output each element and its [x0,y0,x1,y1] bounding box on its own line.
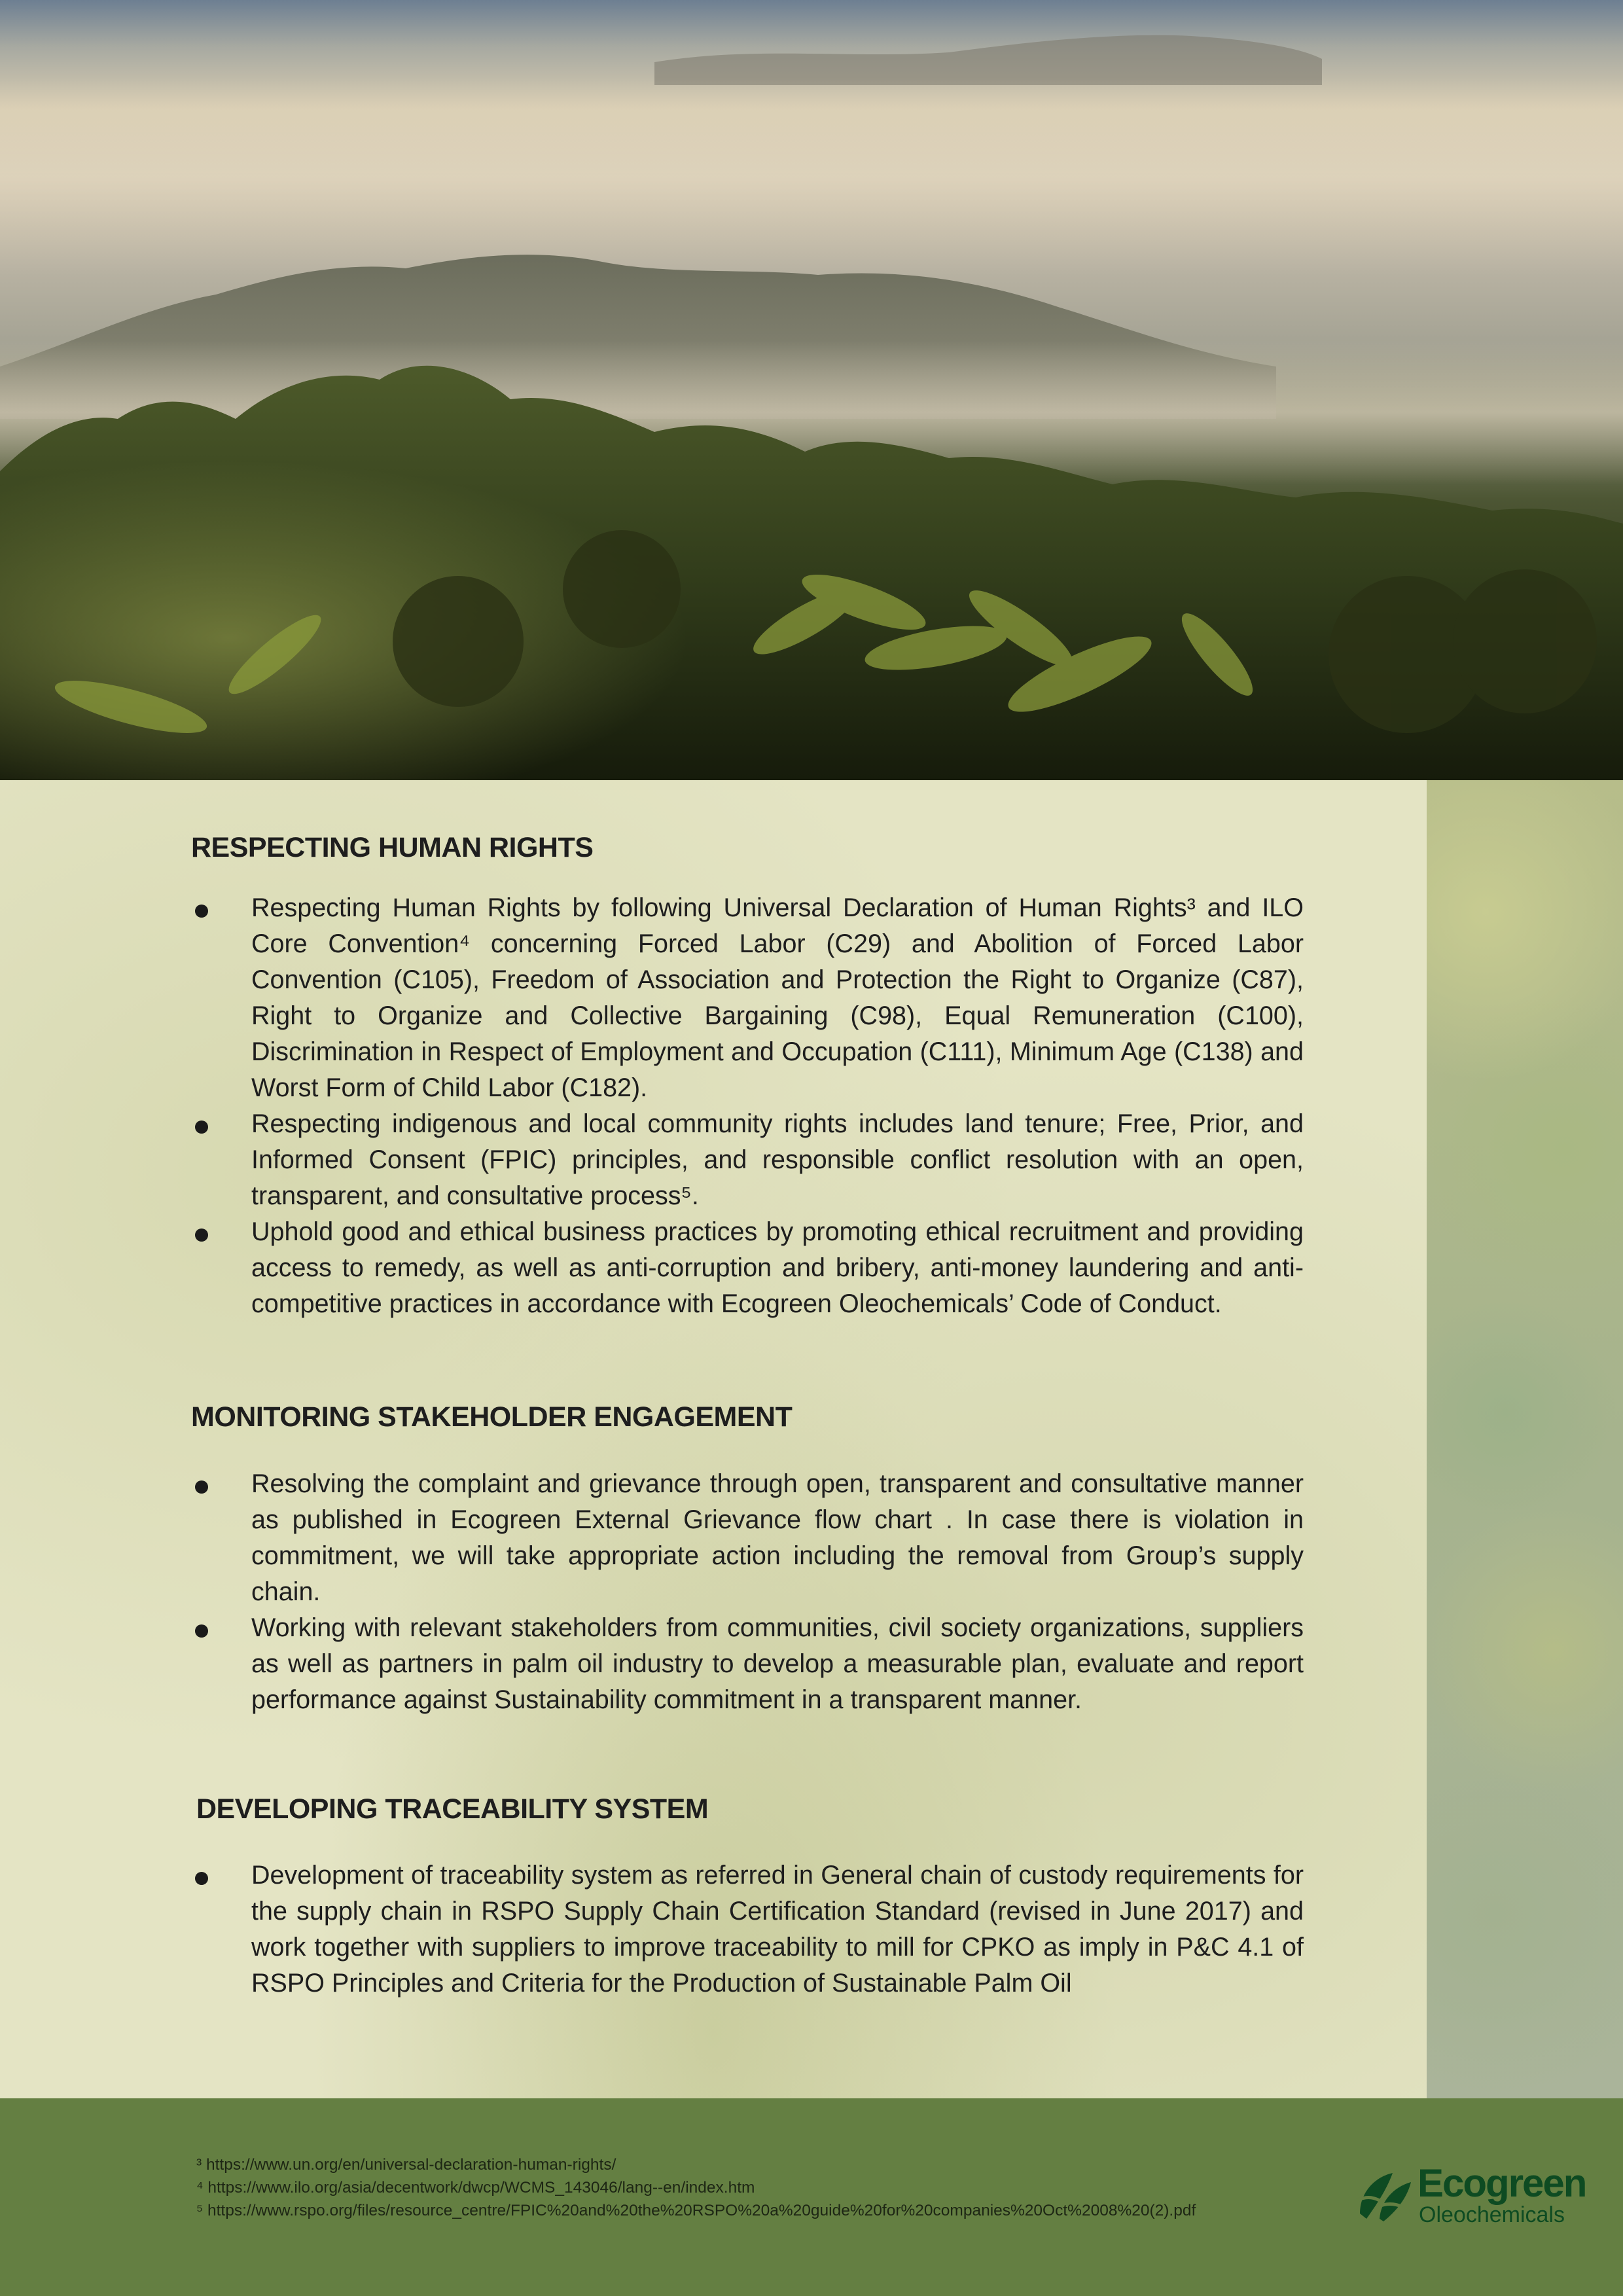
stakeholder-engagement-list [191,1466,1304,1718]
bullet-icon [195,1624,208,1638]
footnote-3: ³ https://www.un.org/en/universal-declaration-human-rights/ [196,2156,616,2174]
list-item: Respecting Human Rights by following Universal Declaration of Human Rights³ and ILO Core Convention⁴ concerning Forced Labor (C29) and Abolition of Forced Labor Convention (C105), Freedom of Association and Protection the Right to Organize (C87), Right to Organize and Collective Bargaining (C98), Equal Remuneration (C100), Discrimination in Respect of Employment and Occupation (C111), Minimum Age (C138) and Worst Form of Child Labor (C182). [191,890,1304,1106]
bullet-icon [195,905,208,918]
ecogreen-logo [1353,2161,1589,2229]
footnote-5: ⁵ https://www.rspo.org/files/resource_centre/FPIC%20and%20the%20RSPO%20a%20guide%20for%20companies%20Oct%2008%20(2).pdf [196,2202,1196,2219]
footnotes [196,2153,1348,2222]
traceability-list [191,1857,1304,2001]
human-rights-list [191,890,1304,1322]
list-item: Uphold good and ethical business practices by promoting ethical recruitment and providing access to remedy, as well as anti-corruption and bribery, anti-money laundering and anti-competitive practices in accordance with Ecogreen Oleochemicals’ Code of Conduct. [191,1214,1304,1322]
footnote-4: ⁴ https://www.ilo.org/asia/decentwork/dwcp/WCMS_143046/lang--en/index.htm [196,2179,755,2197]
list-item: Development of traceability system as referred in General chain of custody requirements for the supply chain in RSPO Supply Chain Certification Standard (revised in June 2017) and work together with suppliers to improve traceability to mill for CPKO as imply in P&C 4.1 of RSPO Principles and Criteria for the Production of Sustainable Palm Oil [191,1857,1304,2001]
section-title-traceability: DEVELOPING TRACEABILITY SYSTEM [196,1793,709,1825]
hero-illustration [0,0,1623,780]
decorative-foliage-strip [1427,780,1623,2098]
logo-name: Ecogreen [1418,2161,1586,2205]
bullet-icon [195,1229,208,1242]
section-title-human-rights: RESPECTING HUMAN RIGHTS [191,832,594,863]
bullet-icon [195,1480,208,1494]
bullet-icon [195,1121,208,1134]
ecogreen-leaf-icon [1353,2168,1416,2224]
list-item: Respecting indigenous and local community rights includes land tenure; Free, Prior, and Informed Consent (FPIC) principles, and responsible conflict resolution with an open, transparent, and consultative process⁵. [191,1106,1304,1214]
hero-photo-forest-mist [0,0,1623,780]
list-item: Resolving the complaint and grievance through open, transparent and consultative manner as published in Ecogreen External Grievance flow chart . In case there is violation in commitment, we will take appropriate action including the removal from Group’s supply chain. [191,1466,1304,1610]
section-title-stakeholder-engagement: MONITORING STAKEHOLDER ENGAGEMENT [191,1401,793,1433]
list-item: Working with relevant stakeholders from communities, civil society organizations, suppliers as well as partners in palm oil industry to develop a measurable plan, evaluate and report performance against Sustainability commitment in a transparent manner. [191,1610,1304,1718]
bullet-icon [195,1872,208,1885]
logo-subtitle: Oleochemicals [1419,2202,1565,2227]
